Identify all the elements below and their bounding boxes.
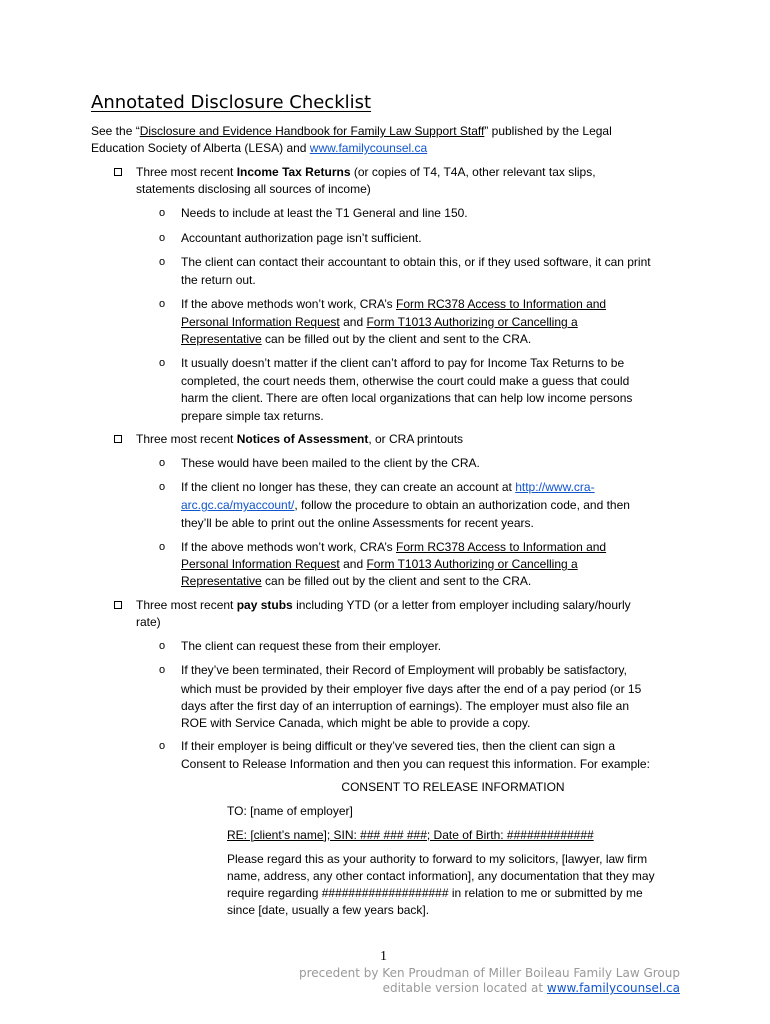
footer-credit: precedent by Ken Proudman of Miller Boileau Family Law Group xyxy=(299,966,680,980)
page-number: 1 xyxy=(380,949,387,964)
list-item-cont: which must be provided by their employer five days after the end of a pay period (or 15 xyxy=(181,682,642,696)
bullet-marker: o xyxy=(159,298,166,310)
list-item-cont: Personal Information Request and Form T1013 Authorizing or Cancelling a xyxy=(181,557,578,571)
list-item-cont: Consent to Release Information and then you can request this information. For example: xyxy=(181,757,650,771)
list-item-cont: days after the first day of an interruption of earnings). The employer must also file an xyxy=(181,699,630,713)
consent-heading: CONSENT TO RELEASE INFORMATION xyxy=(341,780,565,794)
bullet-marker: o xyxy=(159,740,166,752)
list-item: If their employer is being difficult or they’ve severed ties, then the client can sign a xyxy=(181,739,616,753)
list-item: If the above methods won’t work, CRA’s Form RC378 Access to Information and xyxy=(181,540,607,554)
list-item-cont: prepare simple tax returns. xyxy=(181,409,324,423)
list-item: These would have been mailed to the client by the CRA. xyxy=(181,456,480,470)
bullet-marker: o xyxy=(159,232,166,244)
checkbox-income-tax-returns[interactable] xyxy=(114,168,122,176)
checkbox-notices-of-assessment[interactable] xyxy=(114,435,122,443)
cra-myaccount-link[interactable]: http://www.cra- xyxy=(515,480,595,494)
list-item: The client can request these from their employer. xyxy=(181,639,442,653)
consent-body-line: require regarding ################### in relation to me or submitted by me xyxy=(227,886,643,900)
list-item-cont: completed, the court needs them, otherwise the court could make a guess that could xyxy=(181,374,630,388)
list-item-cont: Representative can be filled out by the client and sent to the CRA. xyxy=(181,332,532,346)
footer-editable: editable version located at www.familycounsel.ca xyxy=(382,981,680,995)
document-title: Annotated Disclosure Checklist xyxy=(91,92,372,113)
bullet-marker: o xyxy=(159,481,166,493)
section-income-tax-line-2: statements disclosing all sources of income) xyxy=(136,182,371,196)
list-item: The client can contact their accountant to obtain this, or if they used software, it can print xyxy=(181,255,651,269)
familycounsel-link[interactable]: www.familycounsel.ca xyxy=(309,141,428,155)
form-t1013-ref: Form T1013 Authorizing or Cancelling a xyxy=(366,315,578,329)
section-income-tax-line-1: Three most recent Income Tax Returns (or copies of T4, T4A, other relevant tax slips, xyxy=(136,165,596,179)
intro-line-1: See the “Disclosure and Evidence Handbook for Family Law Support Staff” published by the Legal xyxy=(91,124,612,138)
bullet-marker: o xyxy=(159,207,166,219)
intro-line-2: Education Society of Alberta (LESA) and www.familycounsel.ca xyxy=(91,141,428,155)
list-item-cont: harm the client. There are often local organizations that can help low income persons xyxy=(181,391,633,405)
list-item-cont: they’ll be able to print out the online Assessments for recent years. xyxy=(181,516,534,530)
bullet-marker: o xyxy=(159,457,166,469)
list-item: It usually doesn’t matter if the client can’t afford to pay for Income Tax Returns to be xyxy=(181,356,625,370)
bullet-marker: o xyxy=(159,256,166,268)
list-item: If the client no longer has these, they can create an account at http://www.cra- xyxy=(181,480,595,494)
list-item-cont: the return out. xyxy=(181,273,256,287)
form-rc378-ref: Form RC378 Access to Information and xyxy=(396,297,607,311)
section-pay-stubs-line-2: rate) xyxy=(136,615,161,629)
list-item: If the above methods won’t work, CRA’s Form RC378 Access to Information and xyxy=(181,297,607,311)
consent-body-line: since [date, usually a few years back]. xyxy=(227,903,430,917)
consent-body-line: Please regard this as your authority to forward to my solicitors, [lawyer, law firm xyxy=(227,852,648,866)
checkbox-pay-stubs[interactable] xyxy=(114,601,122,609)
bullet-marker: o xyxy=(159,541,166,553)
bullet-marker: o xyxy=(159,640,166,652)
handbook-title: Disclosure and Evidence Handbook for Family Law Support Staff xyxy=(139,124,485,138)
consent-to-line: TO: [name of employer] xyxy=(227,804,353,818)
list-item-cont: ROE with Service Canada, which might be able to provide a copy. xyxy=(181,716,531,730)
list-item: Accountant authorization page isn’t sufficient. xyxy=(181,231,422,245)
bullet-marker: o xyxy=(159,664,166,676)
footer-familycounsel-link[interactable]: www.familycounsel.ca xyxy=(546,981,680,995)
list-item: If they’ve been terminated, their Record of Employment will probably be satisfactory, xyxy=(181,663,627,677)
section-notices-line-1: Three most recent Notices of Assessment, or CRA printouts xyxy=(136,432,464,446)
consent-re-line: RE: [client’s name]; SIN: ### ### ###; Date of Birth: ############# xyxy=(227,828,594,842)
consent-body-line: name, address, any other contact information], any documentation that they may xyxy=(227,869,655,883)
section-pay-stubs-line-1: Three most recent pay stubs including YTD (or a letter from employer including salary/hourly xyxy=(136,598,631,612)
cra-myaccount-link-cont[interactable]: arc.gc.ca/myaccount/ xyxy=(181,498,295,512)
list-item-cont: arc.gc.ca/myaccount/, follow the procedure to obtain an authorization code, and then xyxy=(181,498,630,512)
list-item-cont: Representative can be filled out by the client and sent to the CRA. xyxy=(181,574,532,588)
list-item: Needs to include at least the T1 General and line 150. xyxy=(181,206,468,220)
list-item-cont: Personal Information Request and Form T1013 Authorizing or Cancelling a xyxy=(181,315,578,329)
bullet-marker: o xyxy=(159,357,166,369)
